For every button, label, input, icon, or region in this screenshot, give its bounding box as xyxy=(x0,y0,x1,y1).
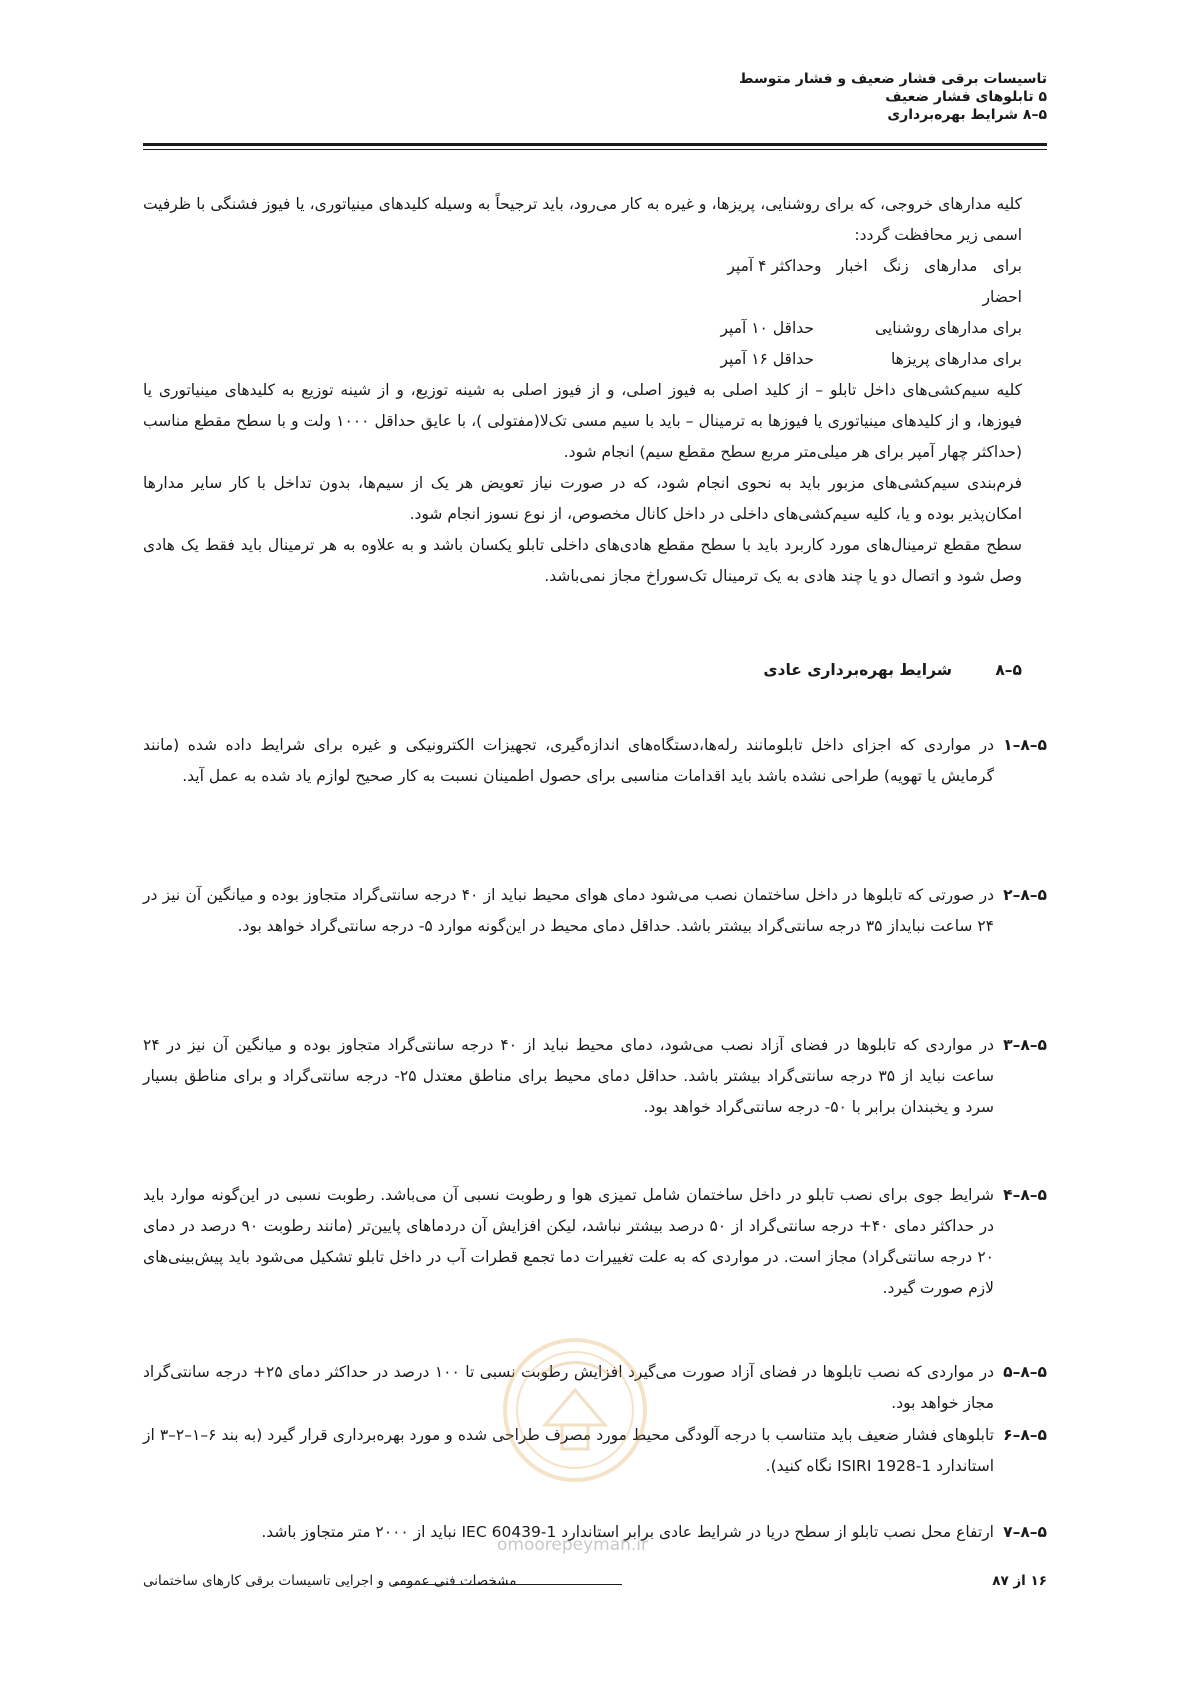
rating-row xyxy=(143,313,1022,344)
page-number: ۱۶ از ۸۷ xyxy=(992,1573,1047,1589)
clause-text: در مواردی که تابلوها در فضای آزاد نصب می‌شود، دمای محیط نباید از ۴۰ درجه سانتی‌گراد متجاوز بوده و میانگین آن نیز در ۲۴ ساعت نباید از ۳۵ درجه سانتی‌گراد بیشتر باشد. حداقل دمای محیط برای مناطق معتدل ۲۵- درجه سانتی‌گراد و برای مناطق بسیار سرد و یخبندان برابر با ۵۰- درجه سانتی‌گراد خواهد بود. xyxy=(143,1036,994,1116)
header-line-1: تاسیسات برقی فشار ضعیف و فشار متوسط xyxy=(738,71,1047,87)
rating-row xyxy=(143,344,1022,375)
clause-number: ۵–۸–۱ xyxy=(1003,736,1047,754)
clause xyxy=(143,730,1047,792)
intro-block xyxy=(143,189,1022,592)
clause-text: در صورتی که تابلوها در داخل ساختمان نصب می‌شود دمای هوای محیط نباید از ۴۰ درجه سانتی‌گراد متجاوز بوده و میانگین آن نیز در ۲۴ ساعت نبایداز ۳۵ درجه سانتی‌گراد بیشتر باشد. حداقل دمای محیط در این‌گونه موارد ۵- درجه سانتی‌گراد خواهد بود. xyxy=(143,886,994,935)
clause-number: ۵–۸–۲ xyxy=(1003,886,1047,904)
clause-text: شرایط جوی برای نصب تابلو در داخل ساختمان شامل تمیزی هوا و رطوبت نسبی آن می‌باشد. رطوبت نسبی در این‌گونه موارد باید در حداکثر دمای ۴۰+ درجه سانتی‌گراد از ۵۰ درصد بیشتر نباشد، لیکن افزایش آن دردماهای پایین‌تر (مانند رطوبت ۹۰ درصد در دمای ۲۰ درجه سانتی‌گراد) مجاز است. در مواردی که به علت تغییرات دما تجمع قطرات آب در داخل تابلو تشکیل می‌شود باید پیش‌بینی‌های لازم صورت گیرد. xyxy=(143,1186,994,1297)
footer-title: مشخصات فنی عمومی و اجرایی تاسیسات برقی کارهای ساختمانی xyxy=(143,1573,517,1589)
watermark-text: omoorepeyman.ir xyxy=(497,1535,649,1555)
clause-number: ۵–۸–۶ xyxy=(1003,1426,1047,1444)
section-heading xyxy=(763,661,1022,679)
intro-paragraph-3: فرم‌بندی سیم‌کشی‌های مزبور باید به نحوی انجام شود، که در صورت نیاز تعویض هر یک از سیم‌ها، بدون تداخل با کار سایر مدارها امکان‌پذیر بوده و یا، کلیه سیم‌کشی‌های داخلی در داخل کانال مخصوص، از نوع نسوز انجام شود. xyxy=(143,474,1022,523)
clause xyxy=(143,880,1047,942)
rating-value: حداکثر ۴ آمپر xyxy=(727,257,814,275)
clause-number: ۵–۸–۵ xyxy=(1003,1363,1047,1381)
clause-number: ۵–۸–۷ xyxy=(1003,1523,1047,1541)
clause xyxy=(143,1180,1047,1304)
running-header xyxy=(739,70,1047,124)
clause-text: در مواردی که نصب تابلوها در فضای آزاد صورت می‌گیرد افزایش رطوبت نسبی تا ۱۰۰ درصد در حداکثر دمای ۲۵+ درجه سانتی‌گراد مجاز خواهد بود. xyxy=(143,1363,994,1412)
rating-label: برای مدارهای پریزها xyxy=(890,350,1022,368)
watermark-logo xyxy=(500,1330,650,1490)
rating-value: حداقل ۱۶ آمپر xyxy=(720,350,814,368)
rating-value: حداقل ۱۰ آمپر xyxy=(720,319,814,337)
clause-number: ۵–۸–۳ xyxy=(1003,1036,1047,1054)
section-number: ۵–۸ xyxy=(995,661,1022,679)
rating-label: برای مدارهای زنگ اخبار و احضار xyxy=(814,257,1022,306)
header-line-2: ۵ تابلوهای فشار ضعیف xyxy=(885,89,1047,105)
intro-paragraph-2: کلیه سیم‌کشی‌های داخل تابلو – از کلید اصلی به فیوز اصلی، و از فیوز اصلی به شینه توزیع، و از شینه توزیع به کلیدهای مینیاتوری یا فیوزها، و از کلیدهای مینیاتوری یا فیوزها به ترمینال – باید با سیم مسی تک‌لا(مفتولی )، با عایق حداقل ۱۰۰۰ ولت و با سطح مقطع مناسب (حداکثر چهار آمپر برای هر میلی‌متر مربع سطح مقطع سیم) انجام شود. xyxy=(143,381,1022,461)
header-rule-thick xyxy=(143,143,1047,146)
clause-text: در مواردی که اجزای داخل تابلومانند رله‌ها،دستگاه‌های اندازه‌گیری، تجهیزات الکترونیکی و غیره برای شرایط داده شده (مانند گرمایش یا تهویه) طراحی نشده باشد باید اقدامات مناسبی برای حصول اطمینان نسبت به کار صحیح لوازم یاد شده به عمل آید. xyxy=(143,736,994,785)
clause-text: ارتفاع محل نصب تابلو از سطح دریا در شرایط عادی برابر استاندارد IEC 60439-1 نباید از ۲۰۰۰ متر متجاوز باشد. xyxy=(261,1523,994,1541)
clause-number: ۵–۸–۴ xyxy=(1003,1186,1047,1204)
header-line-3: ۵–۸ شرایط بهره‌برداری xyxy=(887,107,1047,123)
clause xyxy=(143,1030,1047,1123)
rating-label: برای مدارهای روشنایی xyxy=(874,319,1022,337)
intro-paragraph-4: سطح مقطع ترمینال‌های مورد کاربرد باید با سطح مقطع هادی‌های داخلی تابلو یکسان باشد و به علاوه به هر ترمینال باید فقط یک هادی وصل شود و اتصال دو یا چند هادی به یک ترمینال تک‌سوراخ مجاز نمی‌باشد. xyxy=(143,536,1022,585)
section-title: شرایط بهره‌برداری عادی xyxy=(763,661,952,679)
clause-text: تابلوهای فشار ضعیف باید متناسب با درجه آلودگی محیط مورد مصرف طراحی شده و مورد بهره‌برداری قرار گیرد (به بند ۶–۱–۲–۳ از استاندارد ISIRI 1928-1 نگاه کنید). xyxy=(143,1426,994,1475)
intro-paragraph-1: کلیه مدارهای خروجی، که برای روشنایی، پریزها، و غیره به کار می‌رود، باید ترجیحاً به وسیله کلیدهای مینیاتوری، یا فیوز فشنگی با ظرفیت اسمی زیر محافظت گردد: xyxy=(143,195,1022,244)
rating-row xyxy=(143,251,1022,313)
page-footer xyxy=(143,1573,1047,1595)
header-rule-thin xyxy=(143,149,1047,150)
